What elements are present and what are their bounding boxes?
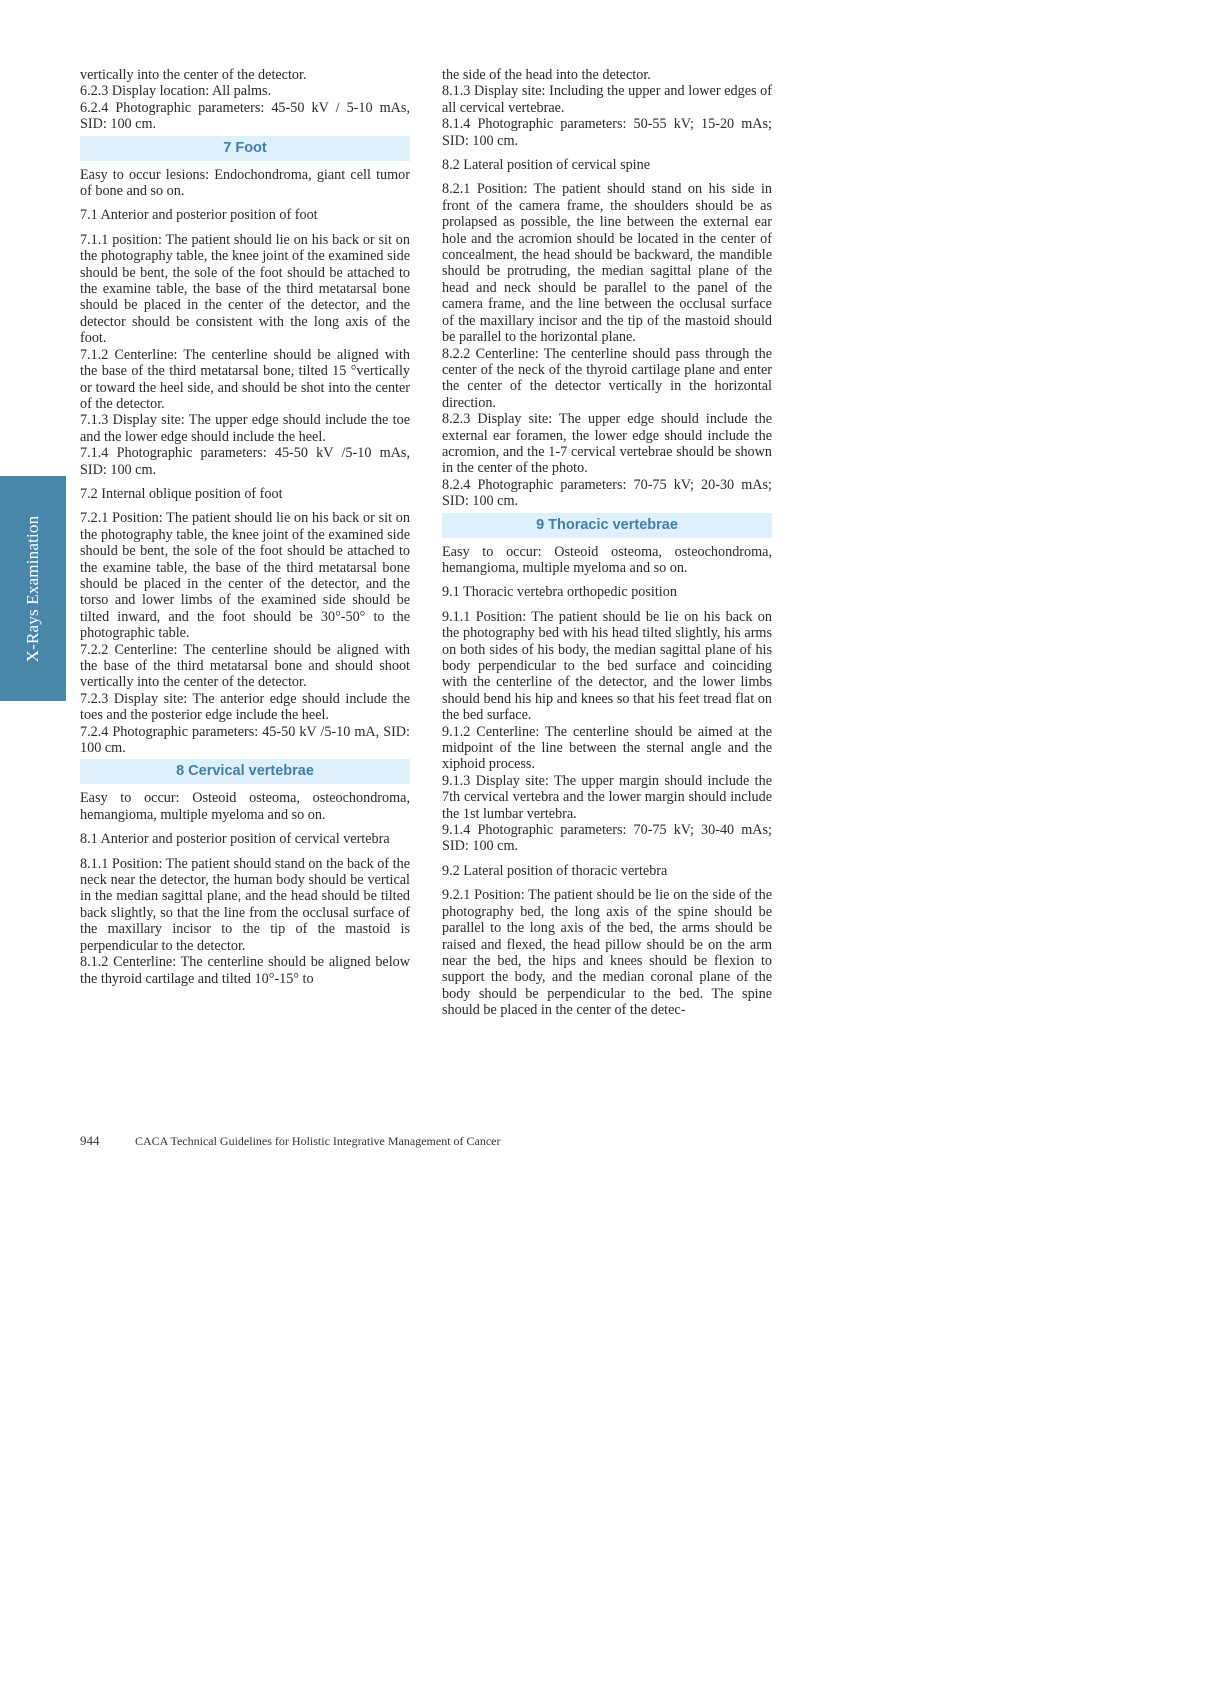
- subsection-heading: 7.1 Anterior and posterior position of foot: [80, 207, 318, 224]
- paragraph: 9.2.1 Position: The patient should be lie on the side of the photography bed, the long axis of the spine should be parallel to the long axis of the bed, the arms should be raised and flexed, the head pillow should be on the arm near the bed, the hips and knees should be flexion to support the body, and the median coronal plane of the body should be perpendicular to the bed. The spine should be placed in the center of the detec-: [442, 887, 772, 1019]
- side-tab-label: X-Rays Examination: [23, 515, 42, 662]
- paragraph: 8.2.1 Position: The patient should stand on his side in front of the camera frame, the shoulders should be as prolapsed as possible, the line between the external ear hole and the acromion should be located in the center of concealment, the head should be backward, the mandible should be protruding, the median sagittal plane of the head and neck should be parallel to the panel of the camera frame, and the line between the occlusal surface of the maxillary incisor and the tip of the mastoid should be parallel to the horizontal plane.: [442, 181, 772, 346]
- paragraph: 8.1.3 Display site: Including the upper and lower edges of all cervical vertebrae.: [442, 83, 772, 116]
- paragraph: 8.1.4 Photographic parameters: 50-55 kV; 15-20 mAs; SID: 100 cm.: [442, 116, 772, 149]
- left-column: [80, 67, 410, 987]
- section-heading-thoracic: 9 Thoracic vertebrae: [442, 513, 772, 538]
- right-column: [442, 67, 772, 1019]
- subsection-heading: 8.1 Anterior and posterior position of cervical vertebra: [80, 831, 390, 848]
- paragraph: 7.2.4 Photographic parameters: 45-50 kV /5-10 mA, SID: 100 cm.: [80, 723, 410, 757]
- paragraph: 9.1.3 Display site: The upper margin should include the 7th cervical vertebra and the lower margin should include the 1st lumbar vertebra.: [442, 772, 772, 822]
- paragraph: 7.1.1 position: The patient should lie on his back or sit on the photography table, the knee joint of the examined side should be bent, the sole of the foot should be attached to the examine table, the base of the third metatarsal bone should be placed in the center of the detector, and the detector should be consistent with the long axis of the foot.: [80, 231, 410, 347]
- paragraph: 9.1.4 Photographic parameters: 70-75 kV; 30-40 mAs; SID: 100 cm.: [442, 822, 772, 855]
- paragraph: 7.2.3 Display site: The anterior edge should include the toes and the posterior edge include the heel.: [80, 690, 410, 724]
- paragraph: 8.1.2 Centerline: The centerline should be aligned below the thyroid cartilage and tilted 10°-15° to: [80, 954, 410, 987]
- subsection-heading: 9.2 Lateral position of thoracic vertebra: [442, 862, 668, 879]
- paragraph: 8.2.4 Photographic parameters: 70-75 kV; 20-30 mAs; SID: 100 cm.: [442, 476, 772, 510]
- paragraph: 6.2.3 Display location: All palms.: [80, 83, 272, 100]
- paragraph: 7.1.4 Photographic parameters: 45-50 kV /5-10 mAs, SID: 100 cm.: [80, 445, 410, 478]
- subsection-heading: 9.1 Thoracic vertebra orthopedic position: [442, 584, 677, 601]
- paragraph: 7.1.2 Centerline: The centerline should be aligned with the base of the third metatarsal bone, tilted 15 °vertically or toward the heel side, and should be shot into the center of the detector.: [80, 346, 410, 412]
- page-number: 944: [80, 1133, 100, 1148]
- section-side-tab: [0, 476, 66, 701]
- paragraph: the side of the head into the detector.: [442, 67, 651, 83]
- paragraph: 7.2.1 Position: The patient should lie on his back or sit on the photography table, the knee joint of the examined side should be bent, the sole of the foot should be attached to the examine table, the base of the third metatarsal bone should be placed in the center of the detector, and the torso and lower limbs of the examined side should be tilted inward, and the foot should be 30°-50° to the photographic table.: [80, 510, 410, 642]
- paragraph: Easy to occur: Osteoid osteoma, osteochondroma, hemangioma, multiple myeloma and so on.: [442, 543, 772, 576]
- paragraph: 9.1.2 Centerline: The centerline should be aimed at the midpoint of the line between the sternal angle and the xiphoid process.: [442, 723, 772, 773]
- subsection-heading: 7.2 Internal oblique position of foot: [80, 485, 283, 502]
- subsection-heading: 8.2 Lateral position of cervical spine: [442, 157, 651, 174]
- paragraph: 7.2.2 Centerline: The centerline should be aligned with the base of the third metatarsal bone and should shoot vertically into the center of the detector.: [80, 641, 410, 691]
- paragraph: 6.2.4 Photographic parameters: 45-50 kV / 5-10 mAs, SID: 100 cm.: [80, 99, 410, 133]
- page-footer: [80, 1133, 501, 1149]
- running-title: CACA Technical Guidelines for Holistic Integrative Management of Cancer: [135, 1134, 501, 1148]
- paragraph: 8.1.1 Position: The patient should stand on the back of the neck near the detector, the human body should be vertical in the median sagittal plane, and the head should be tilted back slightly, so that the line from the occlusal surface of the maxillary incisor to the tip of the mastoid is perpendicular to the detector.: [80, 855, 410, 954]
- paragraph: 7.1.3 Display site: The upper edge should include the toe and the lower edge should include the heel.: [80, 412, 410, 445]
- paragraph: 9.1.1 Position: The patient should be lie on his back on the photography bed with his head tilted slightly, his arms on both sides of his body, the median sagittal plane of his body perpendicular to the bed surface and coinciding with the centerline of the detector, and the lower limbs should bend his hip and knees so that his feet tread flat on the bed surface.: [442, 608, 772, 724]
- paragraph: 8.2.3 Display site: The upper edge should include the external ear foramen, the lower edge should include the acromion, and the 1-7 cervical vertebrae should be shown in the center of the photo.: [442, 411, 772, 477]
- paragraph: 8.2.2 Centerline: The centerline should pass through the center of the neck of the thyroid cartilage plane and enter the center of the detector vertically in the horizontal direction.: [442, 345, 772, 411]
- section-heading-cervical: 8 Cervical vertebrae: [80, 759, 410, 784]
- section-heading-foot: 7 Foot: [80, 136, 410, 161]
- paragraph: Easy to occur lesions: Endochondroma, giant cell tumor of bone and so on.: [80, 166, 410, 200]
- paragraph: Easy to occur: Osteoid osteoma, osteochondroma, hemangioma, multiple myeloma and so on.: [80, 790, 410, 823]
- paragraph: vertically into the center of the detector.: [80, 67, 307, 83]
